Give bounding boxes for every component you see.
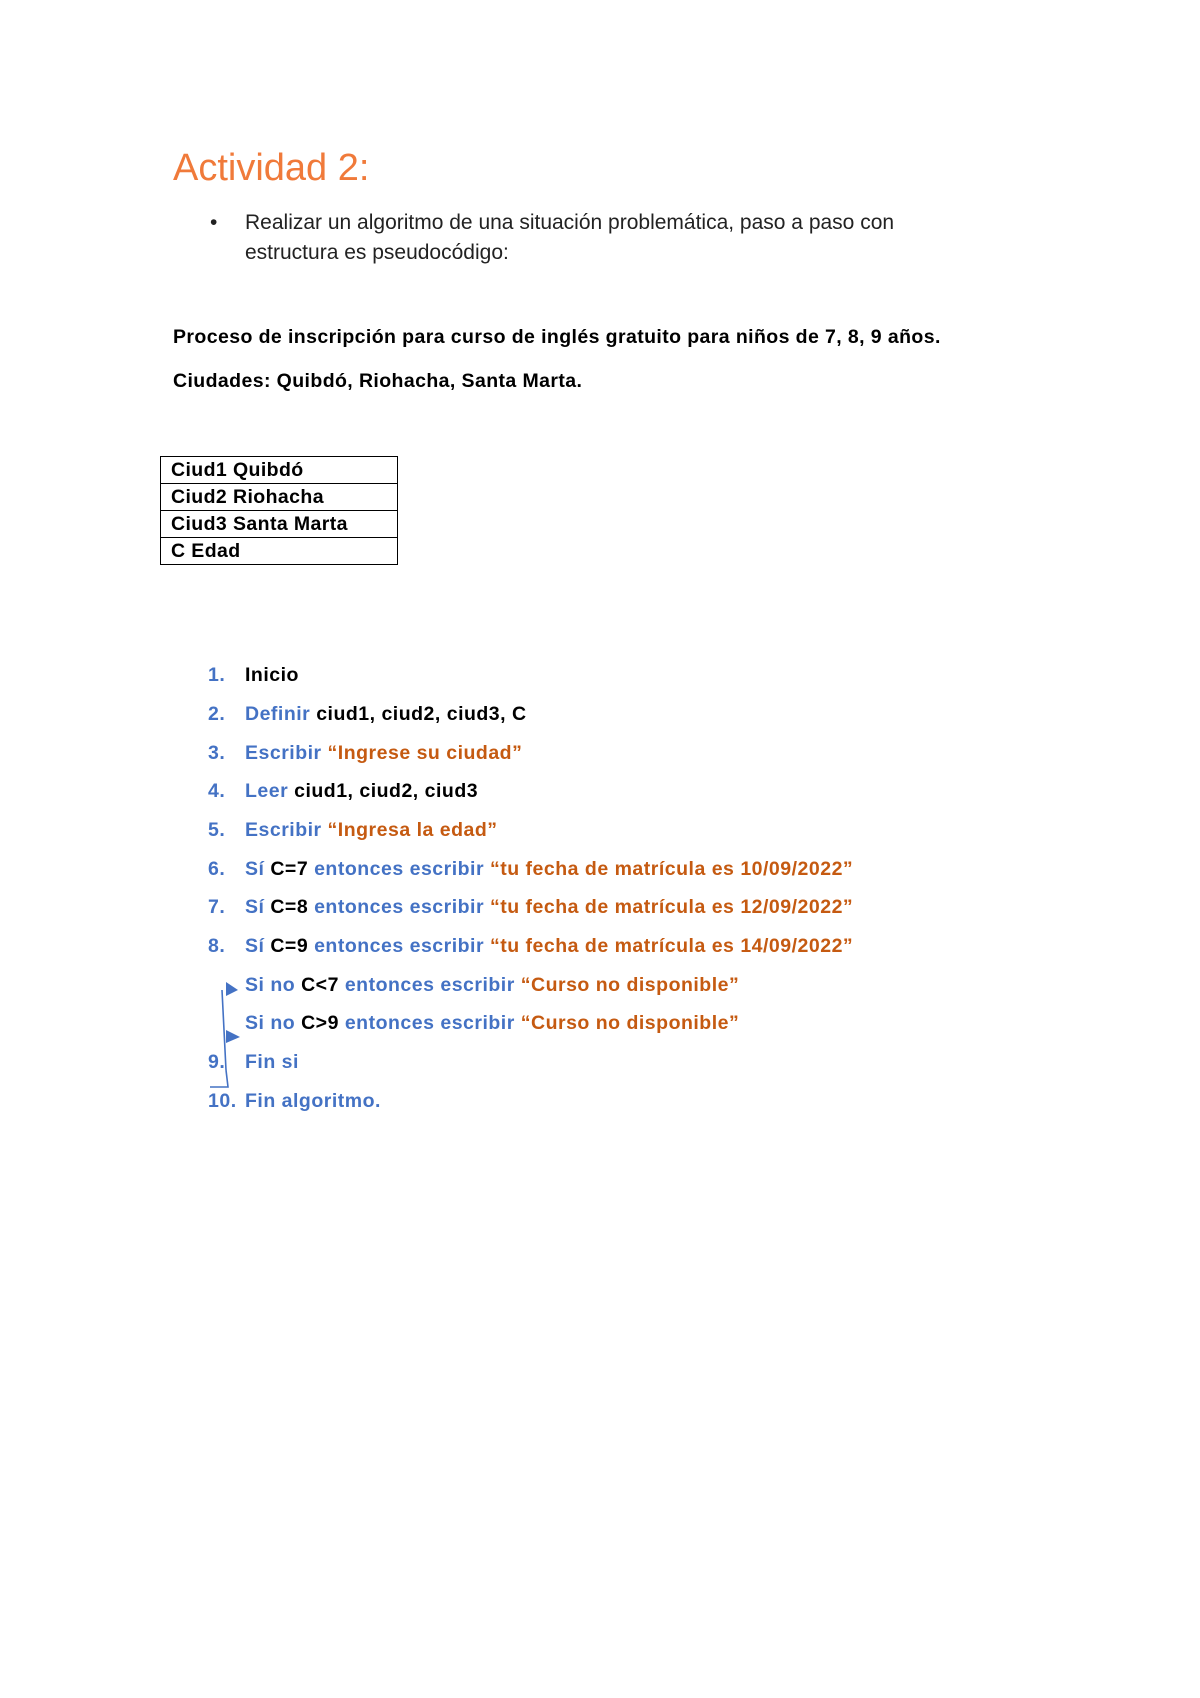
step-text-segment: “Ingrese su ciudad”	[327, 742, 523, 764]
step-number: 8.	[208, 935, 226, 957]
step-number: 1.	[208, 664, 226, 686]
step-number: 3.	[208, 742, 226, 764]
step-text-segment: Fin si	[245, 1051, 299, 1073]
step-text-segment: Definir	[245, 703, 317, 725]
step-text-segment: entonces escribir	[344, 974, 521, 996]
step-text-segment: Escribir	[245, 819, 328, 841]
step-text-segment: C=8	[270, 896, 315, 918]
step-text-segment: ciud1, ciud2, ciud3, C	[316, 703, 527, 725]
step-number: 10.	[208, 1090, 237, 1112]
step-number: 6.	[208, 858, 226, 880]
step-text-segment: ciud1, ciud2, ciud3	[294, 780, 479, 802]
page-title: Actividad 2:	[173, 147, 370, 189]
step-text-segment: entonces escribir	[344, 1012, 521, 1034]
step-text-segment: “Ingresa la edad”	[327, 819, 498, 841]
step-text-segment: C=7	[270, 858, 315, 880]
step-text-segment: Si no	[245, 1012, 302, 1034]
step-text-segment: “tu fecha de matrícula es 14/09/2022”	[489, 935, 854, 957]
step-text-segment: Fin algoritmo.	[245, 1090, 381, 1112]
step-number: 9.	[208, 1051, 226, 1073]
bullet-text: Realizar un algoritmo de una situación problemática, paso a paso con estructura es pseudocódigo:	[245, 211, 895, 264]
step-text-segment: “tu fecha de matrícula es 12/09/2022”	[489, 896, 854, 918]
step-number: 5.	[208, 819, 226, 841]
step-text-segment: C>9	[301, 1012, 345, 1034]
step-text-segment: C=9	[270, 935, 315, 957]
step-text-segment: entonces escribir	[314, 858, 490, 880]
step-text-segment: “Curso no disponible”	[520, 1012, 740, 1034]
step-text-segment: entonces escribir	[314, 935, 490, 957]
step-text-segment: Inicio	[245, 664, 299, 686]
step-text-segment: Leer	[245, 780, 295, 802]
step-text-segment: Escribir	[245, 742, 328, 764]
process-description: Proceso de inscripción para curso de inglés gratuito para niños de 7, 8, 9 años.	[173, 326, 941, 348]
bullet-marker: •	[210, 211, 218, 234]
step-text-segment: “Curso no disponible”	[520, 974, 740, 996]
connector-line	[210, 990, 228, 1087]
step-number: 7.	[208, 896, 226, 918]
step-text-segment: “tu fecha de matrícula es 10/09/2022”	[489, 858, 854, 880]
step-text-segment: Si no	[245, 974, 302, 996]
variable-cell: C Edad	[161, 538, 398, 565]
step-number: 4.	[208, 780, 226, 802]
step-text-segment: Sí	[245, 858, 271, 880]
arrow-head-icon	[226, 982, 238, 996]
cities-line: Ciudades: Quibdó, Riohacha, Santa Marta.	[173, 370, 583, 392]
variable-cell: Ciud3 Santa Marta	[161, 511, 398, 538]
step-number: 2.	[208, 703, 226, 725]
step-text-segment: Sí	[245, 896, 271, 918]
variable-cell: Ciud2 Riohacha	[161, 484, 398, 511]
step-text-segment: Sí	[245, 935, 271, 957]
arrow-head-icon	[226, 1030, 240, 1043]
step-text-segment: C<7	[301, 974, 345, 996]
step-text-segment: entonces escribir	[314, 896, 490, 918]
variable-cell: Ciud1 Quibdó	[161, 457, 398, 484]
